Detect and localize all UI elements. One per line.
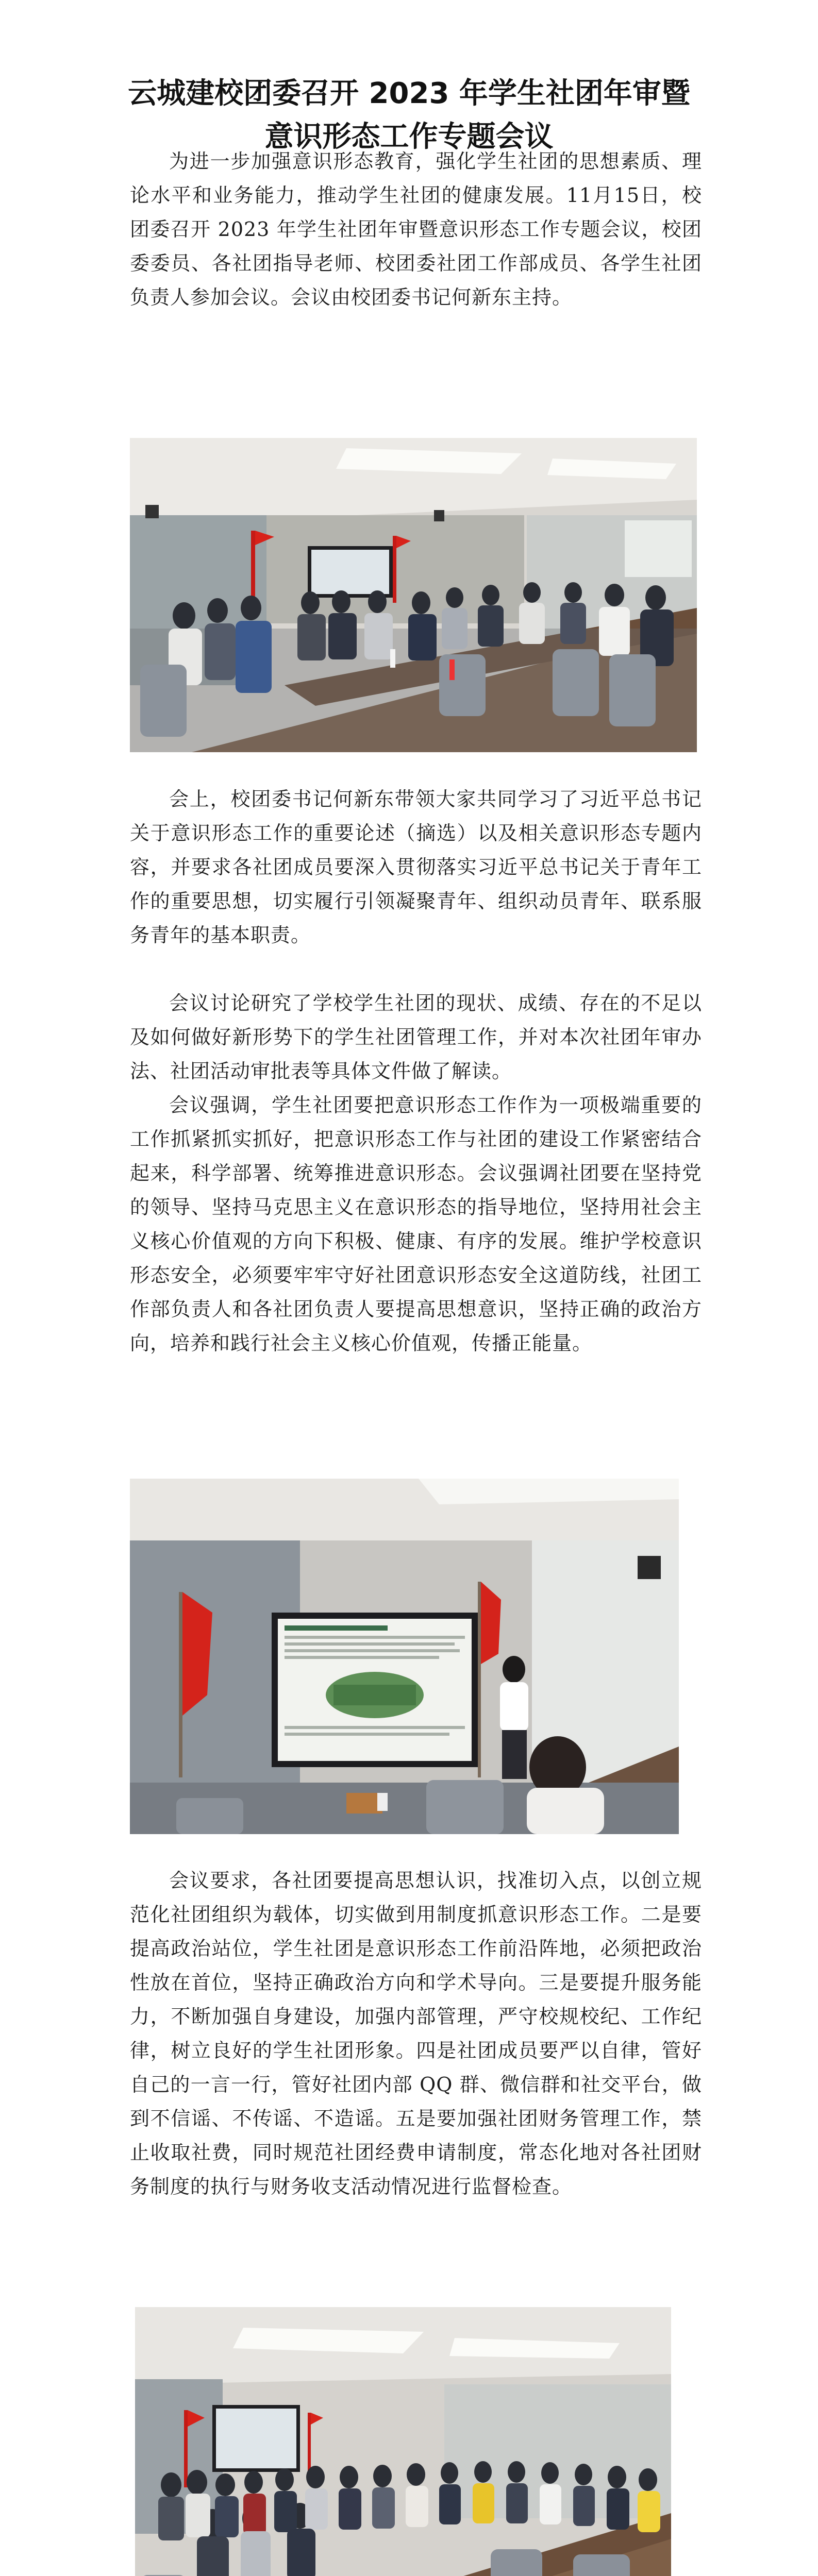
article-title-line-1: 云城建校团委召开 2023 年学生社团年审暨 [128, 77, 690, 110]
paragraph-emphasis: 会议强调，学生社团要把意识形态工作作为一项极端重要的工作抓紧抓实抓好，把意识形态工作与社团的建设工作紧密结合起来，科学部署、统筹推进意识形态。会议强调社团要在坚持党的领导、坚持马克思主义在意识形态的指导地位，坚持用社会主义核心价值观的方向下积极、健康、有序的发展。维护学校意识形态安全，必须要牢牢守好社团意识形态安全这道防线，社团工作部负责人和各社团负责人要提高思想意识，坚持正确的政治方向，培养和践行社会主义核心价值观，传播正能量。 [130, 1094, 702, 1354]
meeting-photo-3 [135, 2307, 671, 2576]
paragraph-discussion: 会议讨论研究了学校学生社团的现状、成绩、存在的不足以及如何做好新形势下的学生社团管理工作，并对本次社团年审办法、社团活动审批表等具体文件做了解读。 [130, 992, 702, 1082]
paragraph-intro: 为进一步加强意识形态教育，强化学生社团的思想素质、理论水平和业务能力，推动学生社团的健康发展。11月15日，校团委召开 2023 年学生社团年审暨意识形态工作专题会议，校团委委员、各社团指导老师、校团委社团工作部成员、各学生社团负责人参加会议。会议由校团委书记何新东主持。 [130, 150, 702, 309]
article-title-line-2: 意识形态工作专题会议 [264, 120, 554, 154]
paragraph-meeting-study: 会上，校团委书记何新东带领大家共同学习了习近平总书记关于意识形态工作的重要论述（摘选）以及相关意识形态专题内容，并要求各社团成员要深入贯彻落实习近平总书记关于青年工作的重要思想，切实履行引领凝聚青年、组织动员青年、联系服务青年的基本职责。 [130, 788, 702, 946]
meeting-photo-2 [130, 1479, 679, 1834]
paragraph-requirements: 会议要求，各社团要提高思想认识，找准切入点，以创立规范化社团组织为载体，切实做到用制度抓意识形态工作。二是要提高政治站位，学生社团是意识形态工作前沿阵地，必须把政治性放在首位，坚持正确政治方向和学术导向。三是要提升服务能力，不断加强自身建设，加强内部管理，严守校规校纪、工作纪律，树立良好的学生社团形象。四是社团成员要严以自律，管好自己的一言一行，管好社团内部 QQ 群、微信群和社交平台，做到不信谣、不传谣、不造谣。五是要加强社团财务管理工作，禁止收取社费，同时规范社团经费申请制度，常态化地对各社团财务制度的执行与财务收支活动情况进行监督检查。 [130, 1869, 702, 2198]
meeting-photo-1 [130, 438, 697, 752]
